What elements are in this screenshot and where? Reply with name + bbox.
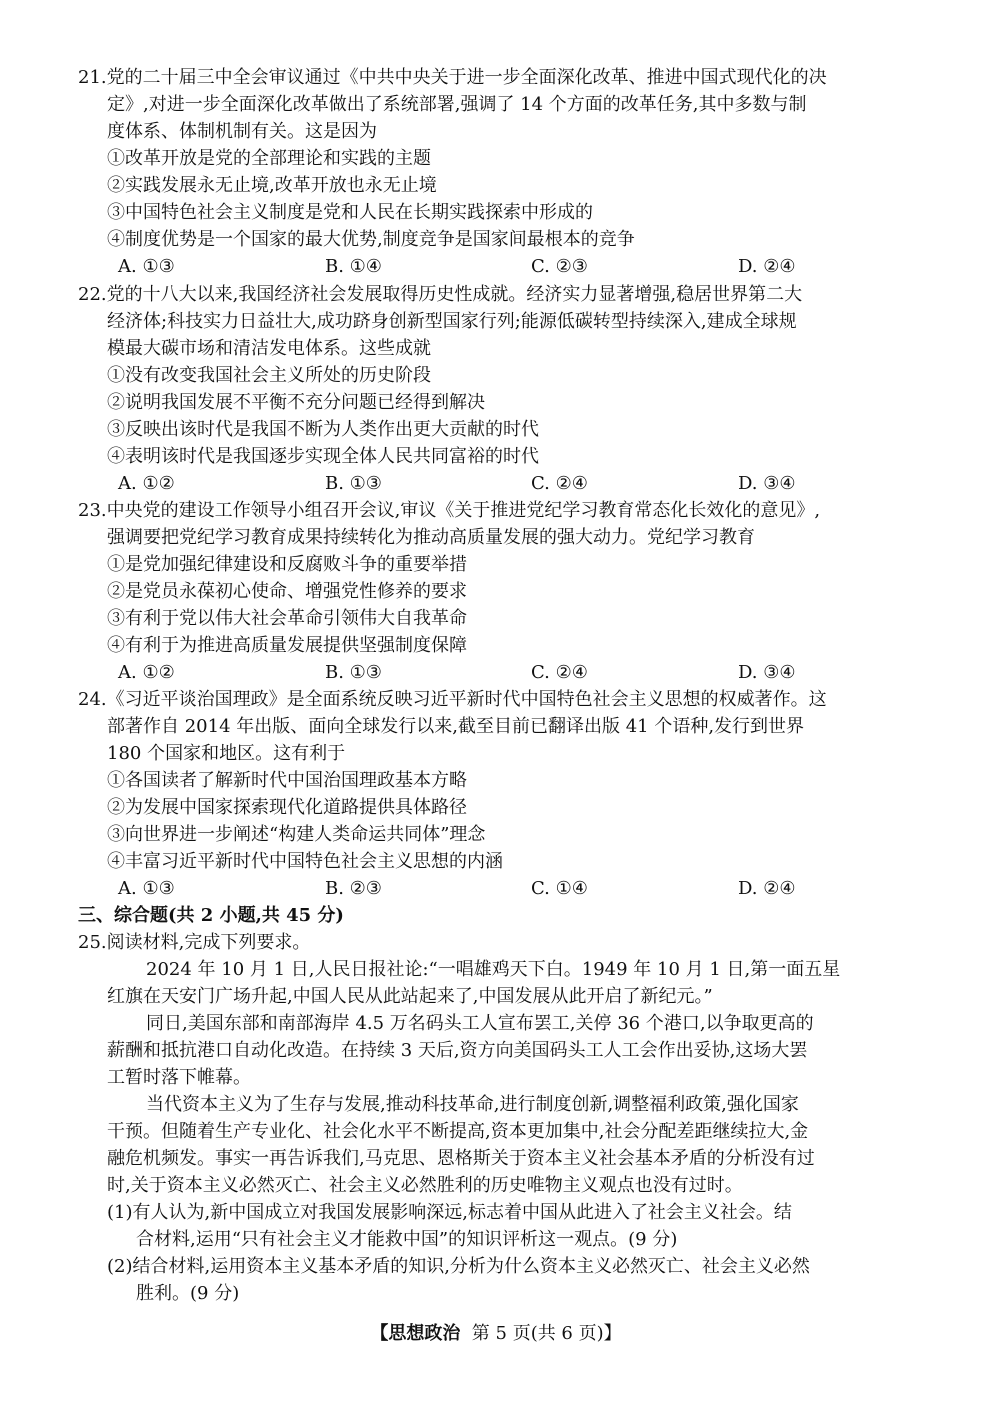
statement-option: ③反映出该时代是我国不断为人类作出更大贡献的时代 bbox=[107, 419, 539, 440]
statement-option: ②实践发展永无止境,改革开放也永无止境 bbox=[107, 175, 437, 196]
statement-option: ④制度优势是一个国家的最大优势,制度竞争是国家间最根本的竞争 bbox=[107, 229, 635, 250]
material-line: 2024 年 10 月 1 日,人民日报社论:“一唱雄鸡天下白。1949 年 10 月 1 日,第一面五星 bbox=[146, 959, 841, 980]
question-stem-line: 24.《习近平谈治国理政》是全面系统反映习近平新时代中国特色社会主义思想的权威著作。这 bbox=[78, 689, 827, 710]
statement-option: ①没有改变我国社会主义所处的历史阶段 bbox=[107, 365, 431, 386]
choice-a: A. ①③ bbox=[118, 878, 175, 899]
statement-option: ③向世界进一步阐述“构建人类命运共同体”理念 bbox=[107, 824, 486, 845]
material-line: 干预。但随着生产专业化、社会化水平不断提高,资本更加集中,社会分配差距继续拉大,金 bbox=[107, 1121, 809, 1142]
question-stem-line: 23.中央党的建设工作领导小组召开会议,审议《关于推进党纪学习教育常态化长效化的意见》, bbox=[78, 500, 821, 521]
statement-option: ②说明我国发展不平衡不充分问题已经得到解决 bbox=[107, 392, 485, 413]
answer-choices bbox=[118, 253, 918, 280]
question-stem-line: 强调要把党纪学习教育成果持续转化为推动高质量发展的强大动力。党纪学习教育 bbox=[107, 527, 755, 548]
sub-question-line: (1)有人认为,新中国成立对我国发展影响深远,标志着中国从此进入了社会主义社会。结 bbox=[107, 1202, 792, 1223]
question-stem-line: 经济体;科技实力日益壮大,成功跻身创新型国家行列;能源低碳转型持续深入,建成全球规 bbox=[107, 311, 797, 332]
choice-b: B. ②③ bbox=[325, 878, 382, 899]
choice-a: A. ①③ bbox=[118, 256, 175, 277]
sub-question-line: 胜利。(9 分) bbox=[136, 1283, 240, 1304]
choice-b: B. ①④ bbox=[325, 256, 382, 277]
statement-option: ③有利于党以伟大社会革命引领伟大自我革命 bbox=[107, 608, 467, 629]
answer-choices bbox=[118, 875, 918, 902]
choice-c: C. ①④ bbox=[531, 878, 588, 899]
footer-page-info: 第 5 页(共 6 页)】 bbox=[471, 1323, 622, 1344]
sub-question-line: 合材料,运用“只有社会主义才能救中国”的知识评析这一观点。(9 分) bbox=[136, 1229, 678, 1250]
question-stem-line: 180 个国家和地区。这有利于 bbox=[107, 743, 346, 764]
material-line: 红旗在天安门广场升起,中国人民从此站起来了,中国发展从此开启了新纪元。” bbox=[107, 986, 713, 1007]
choice-d: D. ③④ bbox=[738, 473, 796, 494]
choice-a: A. ①② bbox=[118, 473, 175, 494]
question-stem-line: 模最大碳市场和清洁发电体系。这些成就 bbox=[107, 338, 431, 359]
answer-choices bbox=[118, 470, 918, 497]
answer-choices bbox=[118, 659, 918, 686]
choice-d: D. ②④ bbox=[738, 878, 796, 899]
statement-option: ④有利于为推进高质量发展提供坚强制度保障 bbox=[107, 635, 467, 656]
statement-option: ④丰富习近平新时代中国特色社会主义思想的内涵 bbox=[107, 851, 503, 872]
material-line: 融危机频发。事实一再告诉我们,马克思、恩格斯关于资本主义社会基本矛盾的分析没有过 bbox=[107, 1148, 815, 1169]
material-line: 时,关于资本主义必然灭亡、社会主义必然胜利的历史唯物主义观点也没有过时。 bbox=[107, 1175, 743, 1196]
question-stem-line: 度体系、体制机制有关。这是因为 bbox=[107, 121, 377, 142]
material-line: 同日,美国东部和南部海岸 4.5 万名码头工人宣布罢工,关停 36 个港口,以争取更高的 bbox=[146, 1013, 814, 1034]
section-heading: 三、综合题(共 2 小题,共 45 分) bbox=[78, 905, 344, 926]
question-stem-line: 21.党的二十届三中全会审议通过《中共中央关于进一步全面深化改革、推进中国式现代化的决 bbox=[78, 67, 827, 88]
question-intro: 25.阅读材料,完成下列要求。 bbox=[78, 932, 311, 953]
page-footer bbox=[0, 1320, 992, 1347]
choice-d: D. ③④ bbox=[738, 662, 796, 683]
choice-c: C. ②④ bbox=[531, 662, 588, 683]
question-stem-line: 22.党的十八大以来,我国经济社会发展取得历史性成就。经济实力显著增强,稳居世界第二大 bbox=[78, 284, 803, 305]
statement-option: ①是党加强纪律建设和反腐败斗争的重要举措 bbox=[107, 554, 467, 575]
material-line: 当代资本主义为了生存与发展,推动科技革命,进行制度创新,调整福利政策,强化国家 bbox=[146, 1094, 799, 1115]
statement-option: ②为发展中国家探索现代化道路提供具体路径 bbox=[107, 797, 467, 818]
choice-b: B. ①③ bbox=[325, 662, 382, 683]
material-line: 薪酬和抵抗港口自动化改造。在持续 3 天后,资方向美国码头工人工会作出妥协,这场大罢 bbox=[107, 1040, 808, 1061]
statement-option: ①各国读者了解新时代中国治国理政基本方略 bbox=[107, 770, 467, 791]
question-stem-line: 定》,对进一步全面深化改革做出了系统部署,强调了 14 个方面的改革任务,其中多数与制 bbox=[107, 94, 807, 115]
choice-d: D. ②④ bbox=[738, 256, 796, 277]
choice-c: C. ②③ bbox=[531, 256, 588, 277]
question-stem-line: 部著作自 2014 年出版、面向全球发行以来,截至目前已翻译出版 41 个语种,发行到世界 bbox=[107, 716, 805, 737]
choice-a: A. ①② bbox=[118, 662, 175, 683]
statement-option: ①改革开放是党的全部理论和实践的主题 bbox=[107, 148, 431, 169]
material-line: 工暂时落下帷幕。 bbox=[107, 1067, 251, 1088]
statement-option: ④表明该时代是我国逐步实现全体人民共同富裕的时代 bbox=[107, 446, 539, 467]
choice-c: C. ②④ bbox=[531, 473, 588, 494]
statement-option: ③中国特色社会主义制度是党和人民在长期实践探索中形成的 bbox=[107, 202, 593, 223]
sub-question-line: (2)结合材料,运用资本主义基本矛盾的知识,分析为什么资本主义必然灭亡、社会主义必然 bbox=[107, 1256, 810, 1277]
footer-subject: 【思想政治 bbox=[370, 1323, 461, 1344]
statement-option: ②是党员永葆初心使命、增强党性修养的要求 bbox=[107, 581, 467, 602]
choice-b: B. ①③ bbox=[325, 473, 382, 494]
